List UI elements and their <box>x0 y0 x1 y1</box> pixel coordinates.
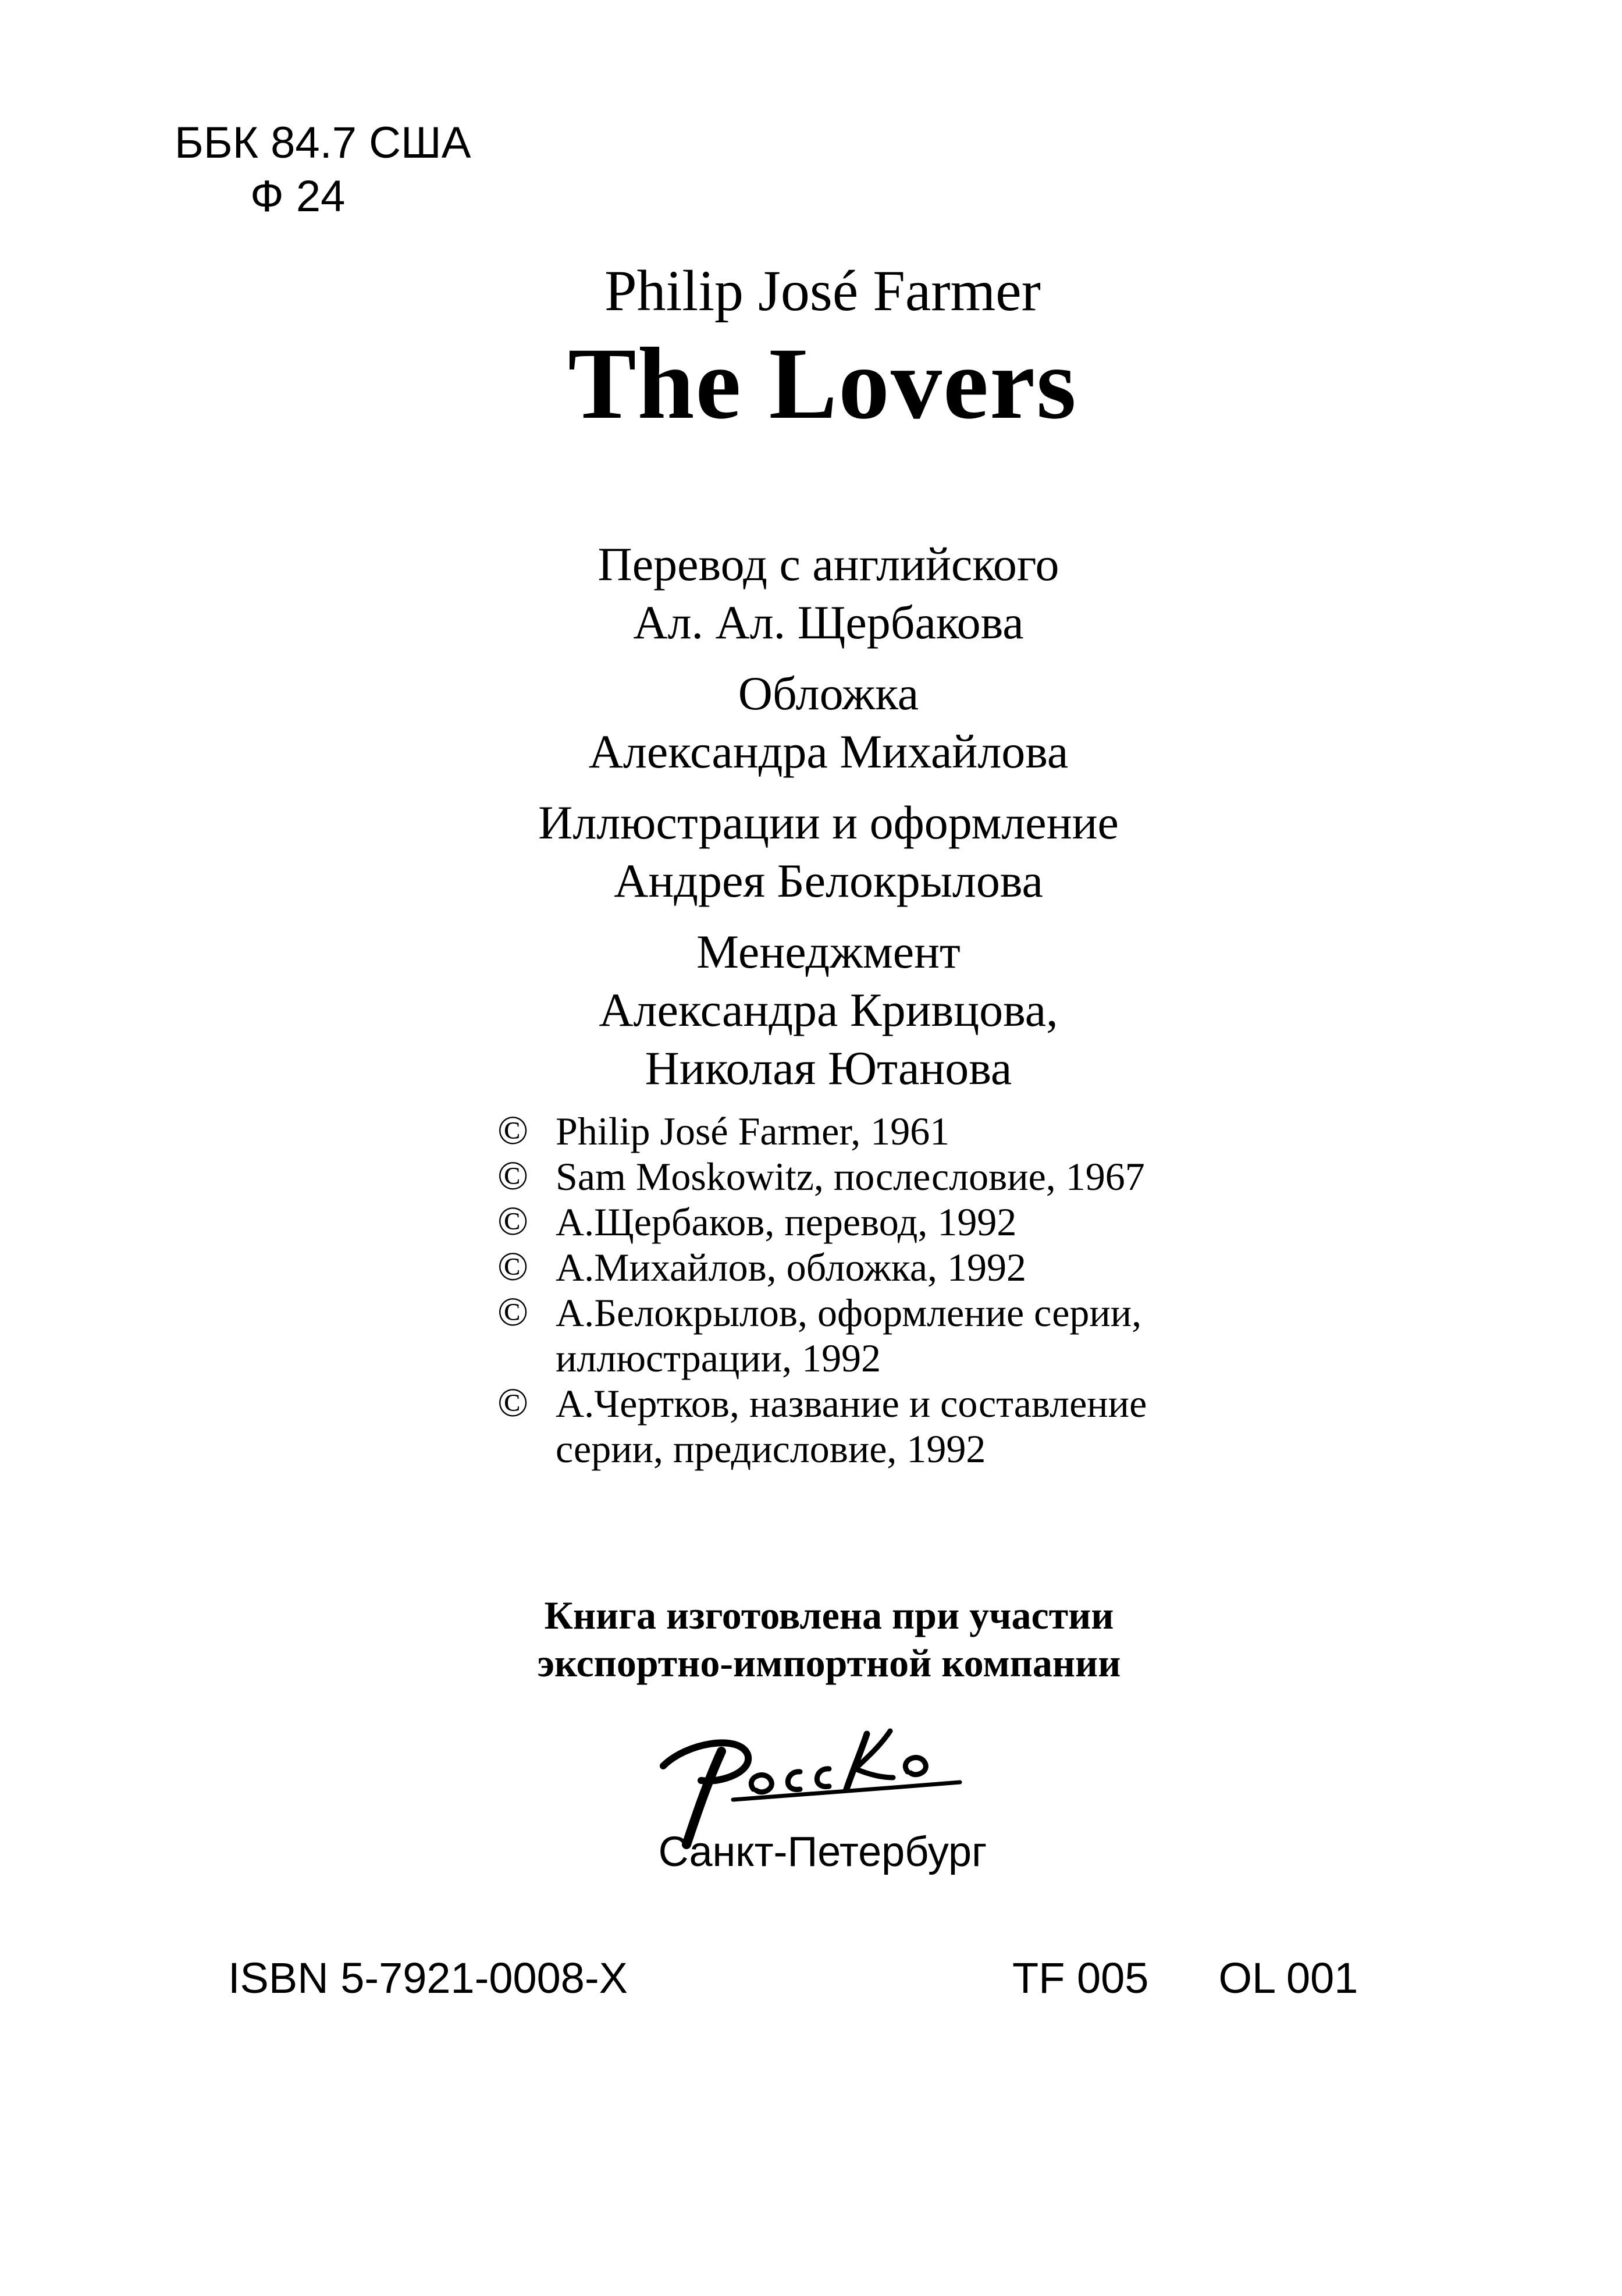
copyright-entry <box>497 1108 1283 1154</box>
copyright-text: А.Михайлов, обложка, 1992 <box>556 1245 1026 1289</box>
publisher-note-line: экспортно-импортной компании <box>537 1641 1121 1685</box>
copyright-entry <box>497 1245 1283 1290</box>
author-mark: Ф 24 <box>250 172 346 221</box>
copyright-symbol: © <box>497 1381 529 1426</box>
copyright-entry <box>497 1290 1283 1381</box>
publisher-note-line: Книга изготовлена при участии <box>544 1593 1114 1637</box>
copyright-text: А.Щербаков, перевод, 1992 <box>556 1200 1017 1244</box>
credit-name: Андрея Белокрылова <box>614 854 1043 907</box>
credit-role: Иллюстрации и оформление <box>538 796 1119 849</box>
isbn: ISBN 5-7921-0008-X <box>228 1954 628 2002</box>
copyright-text: А.Белокрылов, оформление серии, иллюстрации, 1992 <box>556 1291 1142 1380</box>
copyright-entry <box>497 1381 1283 1472</box>
copyright-text: А.Чертков, название и составление серии, предисловие, 1992 <box>556 1381 1147 1471</box>
copyright-symbol: © <box>497 1199 529 1244</box>
book-author: Philip José Farmer <box>604 258 1041 323</box>
credit-name: Ал. Ал. Щербакова <box>633 596 1024 649</box>
copyright-text: Sam Moskowitz, послесловие, 1967 <box>556 1154 1145 1199</box>
copyright-symbol: © <box>497 1108 529 1153</box>
series-code: OL 001 <box>1218 1954 1358 2002</box>
bbk-code: ББК 84.7 США <box>175 118 471 168</box>
book-title: The Lovers <box>568 327 1077 440</box>
credit-name: Николая Ютанова <box>645 1042 1012 1094</box>
copyright-symbol: © <box>497 1154 529 1199</box>
copyright-entry <box>497 1154 1283 1199</box>
credits <box>0 535 1622 1110</box>
classification-codes <box>175 116 471 223</box>
series-code: TF 005 <box>1012 1954 1149 2002</box>
credit-translation <box>35 535 1622 652</box>
credit-role: Обложка <box>738 667 919 720</box>
series-codes <box>1012 1952 1358 2004</box>
copyright-text: Philip José Farmer, 1961 <box>556 1109 950 1153</box>
publisher-note <box>497 1591 1161 1687</box>
credit-management <box>35 923 1622 1097</box>
credit-role: Перевод с английского <box>597 538 1059 591</box>
copyright-symbol: © <box>497 1290 529 1335</box>
credit-role: Менеджмент <box>696 925 961 978</box>
copyright-symbol: © <box>497 1245 529 1289</box>
publisher-city: Санкт-Петербург <box>658 1829 987 1875</box>
copyright-entry <box>497 1199 1283 1245</box>
credit-name: Александра Кривцова, <box>599 983 1058 1036</box>
credit-illustrations <box>35 794 1622 910</box>
credit-name: Александра Михайлова <box>588 725 1069 778</box>
credit-cover <box>35 664 1622 781</box>
copyright-list <box>497 1108 1283 1472</box>
